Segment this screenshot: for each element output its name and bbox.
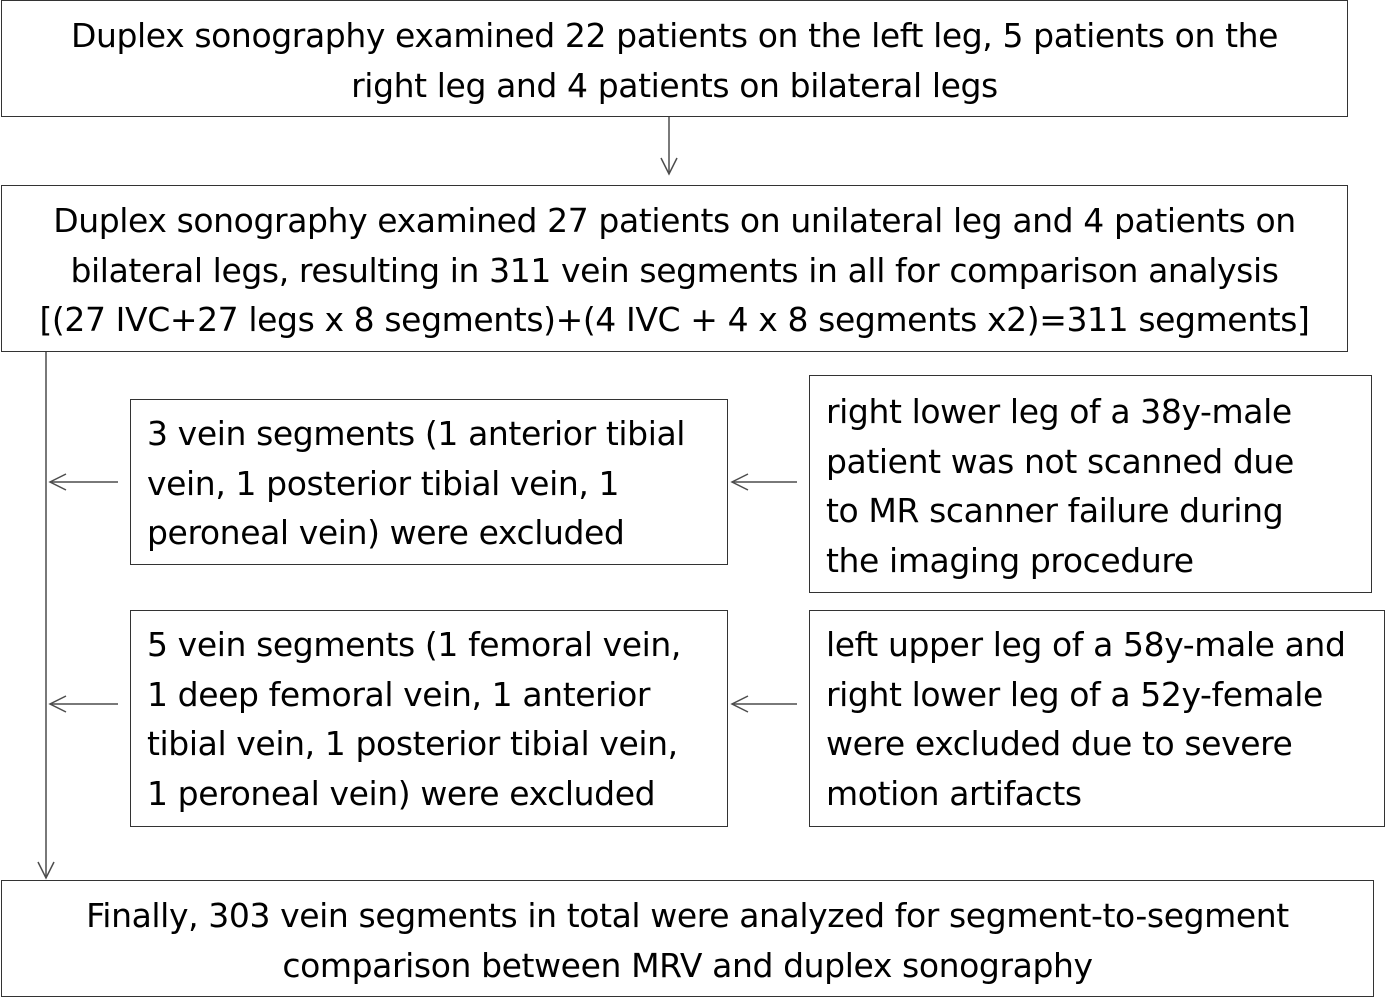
box-excluded-2	[130, 610, 728, 827]
box-reason-2-line: right lower leg of a 52y-female	[826, 674, 1323, 714]
box-excluded-2-line: 1 peroneal vein) were excluded	[147, 773, 656, 813]
box-reason-2-line: left upper leg of a 58y-male and	[826, 625, 1346, 664]
box-excluded-2-line: tibial vein, 1 posterior tibial vein,	[147, 724, 678, 763]
box-reason-2-line: were excluded due to severe	[826, 724, 1293, 763]
box-segment-total-line: [(27 IVC+27 legs x 8 segments)+(4 IVC + 4 x 8 segments x2)=311 segments]	[39, 300, 1310, 339]
box-excluded-1-line: vein, 1 posterior tibial vein, 1	[147, 463, 620, 503]
box-segment-total-line: Duplex sonography examined 27 patients on unilateral leg and 4 patients on	[53, 201, 1296, 240]
box-excluded-1-line: peroneal vein) were excluded	[147, 513, 625, 552]
box-segment-total	[1, 185, 1348, 352]
box-reason-1	[809, 375, 1372, 593]
box-final-analysis-line: comparison between MRV and duplex sonography	[282, 945, 1093, 985]
box-reason-1-line: to MR scanner failure during	[826, 491, 1284, 530]
box-excluded-2-line: 1 deep femoral vein, 1 anterior	[147, 674, 651, 714]
box-initial-exam-line: right leg and 4 patients on bilateral legs	[351, 65, 998, 105]
box-excluded-1	[130, 399, 728, 565]
box-initial-exam-line: Duplex sonography examined 22 patients on the left leg, 5 patients on the	[70, 16, 1279, 55]
box-segment-total-line: bilateral legs, resulting in 311 vein segments in all for comparison analysis	[70, 250, 1279, 290]
box-reason-2-line: motion artifacts	[826, 773, 1082, 813]
box-excluded-2-line: 5 vein segments (1 femoral vein,	[147, 625, 681, 664]
box-reason-1-line: the imaging procedure	[826, 540, 1194, 580]
box-excluded-1-line: 3 vein segments (1 anterior tibial	[147, 414, 686, 453]
box-reason-2	[809, 610, 1385, 827]
box-final-analysis	[1, 880, 1374, 997]
box-reason-1-line: patient was not scanned due	[826, 441, 1294, 481]
box-final-analysis-line: Finally, 303 vein segments in total were analyzed for segment-to-segment	[86, 896, 1289, 935]
box-reason-1-line: right lower leg of a 38y-male	[826, 392, 1292, 431]
box-initial-exam	[1, 0, 1348, 117]
